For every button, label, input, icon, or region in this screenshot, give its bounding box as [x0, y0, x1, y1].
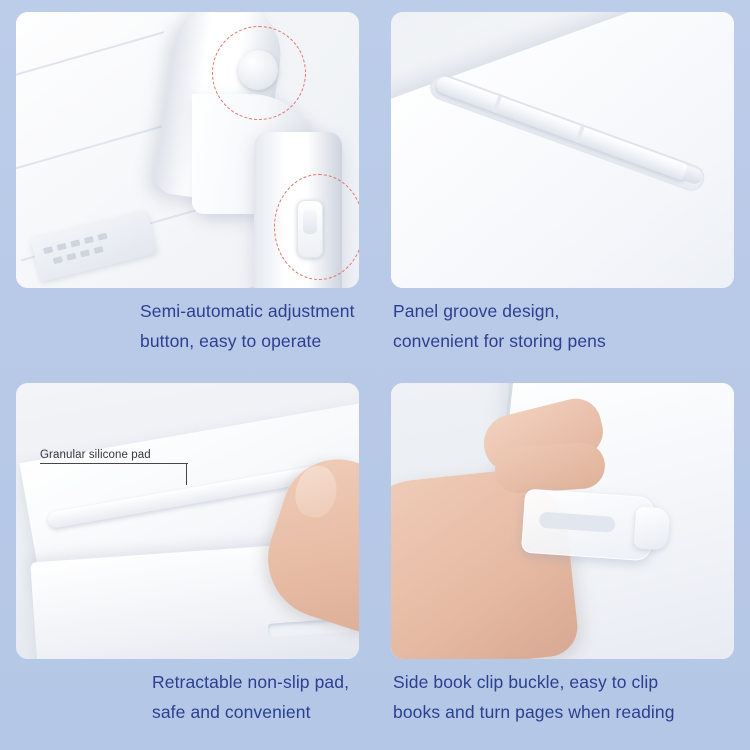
callout-leader-line [40, 463, 188, 464]
callout-leader-tick [186, 463, 187, 485]
caption-side-book-clip-buckle [375, 667, 750, 727]
index-finger [494, 441, 607, 495]
panel-seam [16, 31, 164, 88]
caption-line: safe and convenient [152, 702, 311, 722]
feature-panel-retractable-non-slip-pad [0, 375, 375, 750]
caption-line: Semi-automatic adjustment [140, 301, 355, 321]
feature-panel-side-book-clip-buckle [375, 375, 750, 750]
photo-side-book-clip-buckle [391, 383, 734, 659]
caption-line: Panel groove design, [393, 301, 560, 321]
photo-panel-groove-design [391, 12, 734, 288]
photo-retractable-non-slip-pad [16, 383, 359, 659]
keyboard-key [57, 243, 67, 251]
pen-band [492, 96, 502, 113]
callout-label-granular-silicone-pad: Granular silicone pad [40, 449, 151, 461]
highlight-circle-knob [212, 26, 306, 120]
highlight-circle-button [274, 174, 359, 280]
keyboard-key [66, 253, 76, 261]
caption-line: books and turn pages when reading [393, 702, 675, 722]
caption-line: Side book clip buckle, easy to clip [393, 672, 659, 692]
keyboard-key [43, 246, 53, 254]
keyboard-key [70, 239, 80, 247]
clip-nub [633, 506, 670, 550]
caption-line: Retractable non-slip pad, [152, 672, 350, 692]
caption-panel-groove-design [375, 296, 750, 356]
feature-panel-panel-groove-design [375, 0, 750, 375]
clip-slot [539, 512, 616, 533]
book-clip-buckle [521, 489, 655, 562]
keyboard-key [97, 233, 107, 241]
keyboard-key [53, 256, 63, 264]
feature-panel-semi-automatic-adjustment [0, 0, 375, 375]
caption-line: button, easy to operate [140, 331, 322, 351]
photo-semi-automatic-adjustment [16, 12, 359, 288]
keyboard-key [94, 246, 104, 254]
caption-line: convenient for storing pens [393, 331, 606, 351]
pen-band [575, 126, 585, 143]
keyboard-key [80, 249, 90, 257]
keyboard-key [84, 236, 94, 244]
